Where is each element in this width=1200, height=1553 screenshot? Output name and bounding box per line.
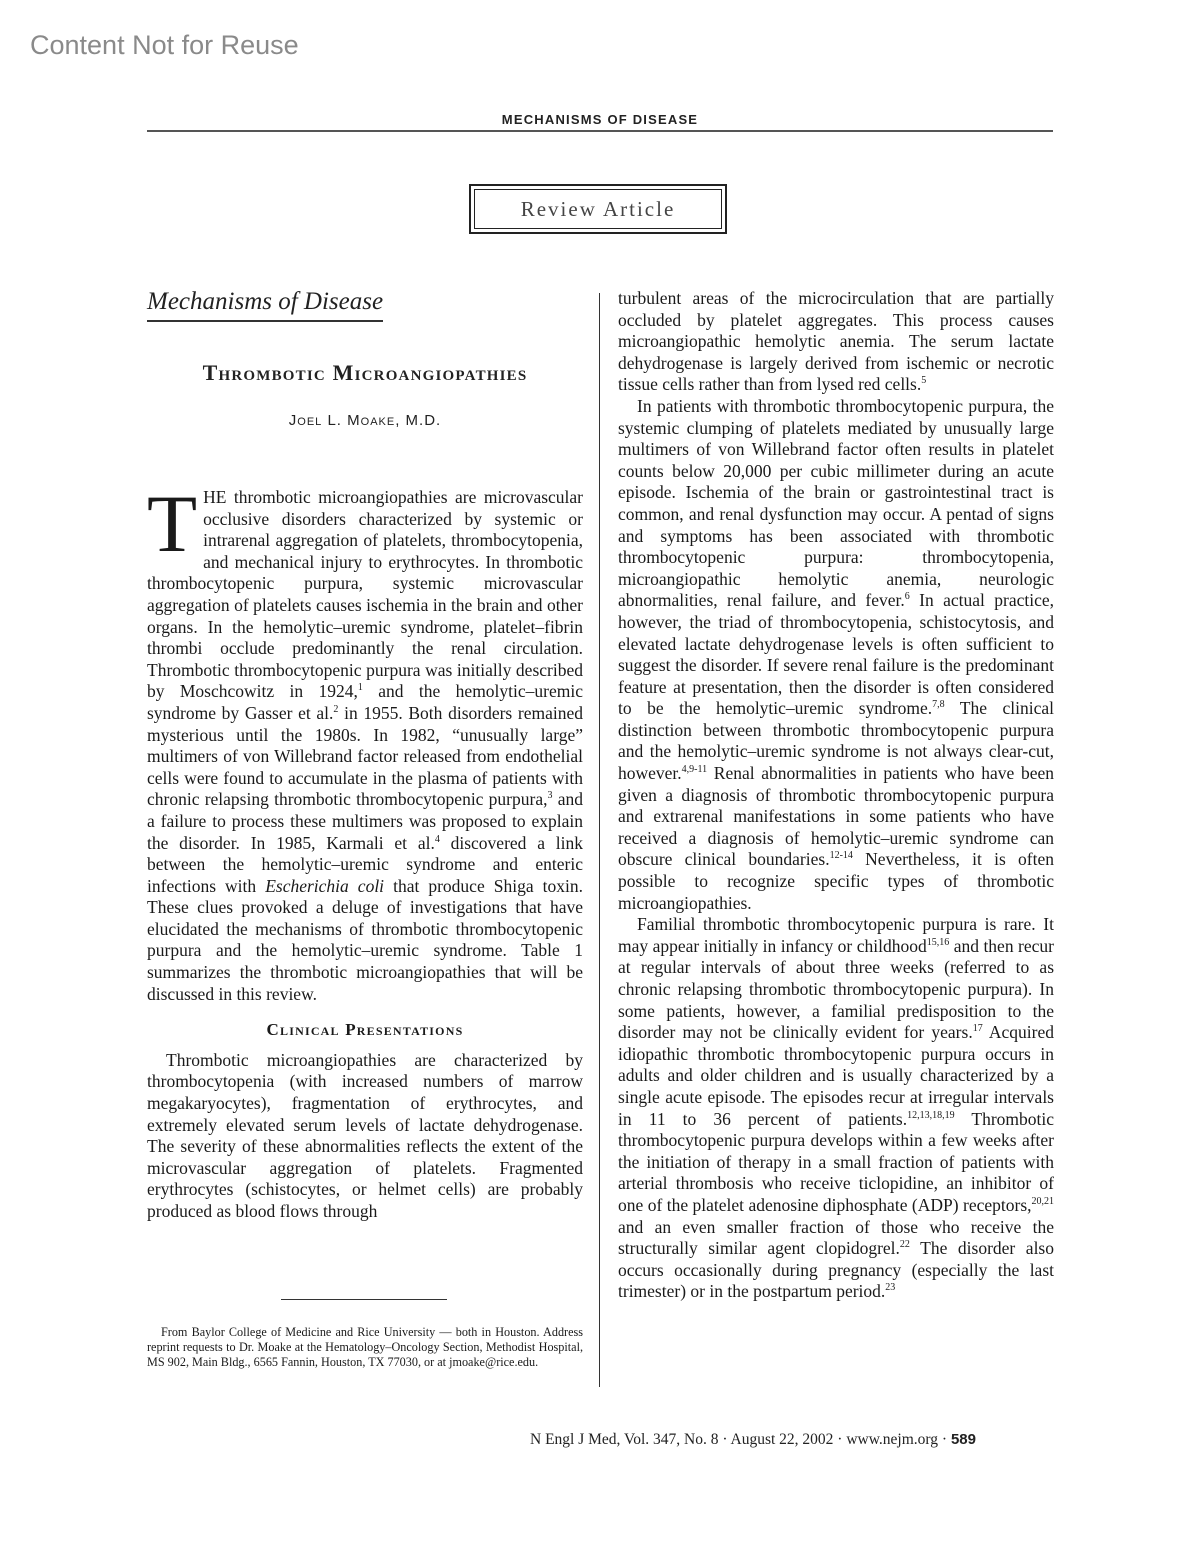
section-label: Mechanisms of Disease <box>147 288 383 322</box>
reference-marker: 6 <box>904 591 910 603</box>
right-column <box>618 288 1054 1303</box>
intro-text: in 1955. Both disorders remained mysterious until the 1980s. In 1982, “unusually large” multimers of von Willebrand factor released from endothelial cells were found to accumulate in the plasma of patients with chronic relapsing thrombotic thrombocytopenic purpura, <box>147 702 584 810</box>
paragraph-text: The clinical distinction between thrombotic thrombocytopenic purpura and the hemolytic–uremic syndrome is not always clear-cut, however. <box>618 698 1054 784</box>
paragraph-text: Nevertheless, it is often possible to recognize specific types of thrombotic microangiopathies. <box>618 849 1054 913</box>
reference-marker: 23 <box>885 1282 896 1294</box>
body-paragraph <box>618 288 1054 396</box>
journal-citation: N Engl J Med, Vol. 347, No. 8 · August 22, 2002 · www.nejm.org · <box>530 1431 948 1448</box>
running-head: MECHANISMS OF DISEASE <box>501 112 699 127</box>
paragraph-text: and an even smaller fraction of those who receive the structurally similar agent clopidogrel. <box>618 1216 1054 1259</box>
reference-marker: 15,16 <box>926 936 950 948</box>
intro-text: that produce Shiga toxin. These clues provoked a deluge of investigations that have elucidated the mechanisms of thrombotic thrombocytopenic purpura and the hemolytic–uremic syndrome. Table 1 summarizes the thrombotic microangiopathies that will be discussed in this review. <box>147 875 583 1004</box>
drop-cap: T <box>147 478 198 569</box>
header-rule <box>147 130 1053 132</box>
reference-marker: 4 <box>434 833 440 845</box>
species-name: Escherichia coli <box>265 875 385 896</box>
intro-text: discovered a link between the hemolytic–uremic syndrome and enteric infections with <box>147 832 584 896</box>
reference-marker: 5 <box>921 375 927 387</box>
reference-marker: 2 <box>333 704 339 716</box>
paragraph-text: In actual practice, however, the triad of thrombocytopenia, schistocytosis, and elevated lactate dehydrogenase levels is often sufficient to suggest the disorder. If severe renal failure is the predominant feature at presentation, then the disorder is often considered to be the hemolytic–uremic syndrome. <box>618 590 1054 719</box>
intro-text: and the hemolytic–uremic syndrome by Gasser et al. <box>147 681 583 723</box>
reference-marker: 3 <box>547 790 553 802</box>
left-column <box>147 478 584 1223</box>
reference-marker: 1 <box>357 682 363 694</box>
reference-marker: 7,8 <box>932 699 945 711</box>
body-paragraph <box>618 396 1054 914</box>
footnote-rule <box>281 1299 447 1300</box>
paragraph-text: and then recur at regular intervals of about three weeks (referred to as chronic relapsing thrombotic thrombocytopenic purpura). In some patients, however, a familial predisposition to the disorder may not be clinically evident for years. <box>618 935 1054 1043</box>
paragraph-text: In patients with thrombotic thrombocytopenic purpura, the systemic clumping of platelets mediated by unusually large multimers of von Willebrand factor often results in platelet counts below 20,000 per cubic millimeter during an acute episode. Ischemia of the brain or gastrointestinal tract is common, and renal dysfunction may occur. A pentad of signs and symptoms has been associated with thrombotic thrombocytopenic purpura: thrombocytopenia, microangiopathic hemolytic anemia, neurologic abnormalities, renal failure, and fever. <box>618 395 1054 611</box>
intro-paragraph <box>147 478 584 1005</box>
paragraph-text: Thrombotic thrombocytopenic purpura develops within a few weeks after the initiation of therapy in a small fraction of patients with arterial thrombosis who receive ticlopidine, an inhibitor of one of the platelet adenosine diphosphate (ADP) receptors, <box>618 1108 1055 1215</box>
paragraph-text: Renal abnormalities in patients who have been given a diagnosis of thrombotic thrombocytopenic purpura and extrarenal manifestations in some patients who have received a diagnosis of hemolytic–uremic syndrome can obscure clinical boundaries. <box>618 763 1054 870</box>
paragraph-text: The disorder also occurs occasionally during pregnancy (especially the last trimester) or in the postpartum period. <box>618 1238 1054 1302</box>
paragraph-text: Acquired idiopathic thrombotic thrombocytopenic purpura occurs in adults and older children and is usually characterized by a single acute episode. The episodes recur at irregular intervals in 11 to 36 percent of patients. <box>618 1022 1054 1129</box>
paragraph-text: Familial thrombotic thrombocytopenic purpura is rare. It may appear initially in infancy or childhood <box>618 914 1054 956</box>
watermark: Content Not for Reuse <box>30 30 299 60</box>
intro-text: and a failure to process these multimers was proposed to explain the disorder. In 1985, Karmali et al. <box>147 789 583 853</box>
author-affiliation-footnote: From Baylor College of Medicine and Rice University — both in Houston. Address reprint requests to Dr. Moake at the Hematology–Oncology Section, Methodist Hospital, MS 902, Main Bldg., 6565 Fannin, Houston, TX 77030, or at jmoake@rice.edu. <box>147 1325 583 1369</box>
author-byline: Joel L. Moake, M.D. <box>288 412 442 429</box>
page-footer <box>530 1431 976 1449</box>
article-type-label: Review Article <box>474 189 722 229</box>
reference-marker: 20,21 <box>1031 1196 1054 1208</box>
body-paragraph <box>618 914 1054 1303</box>
section-heading: Clinical Presentations <box>266 1020 464 1040</box>
column-divider <box>599 293 600 1387</box>
intro-text: HE thrombotic microangiopathies are microvascular occlusive disorders characterized by systemic or intrarenal aggregation of platelets, thrombocytopenia, and mechanical injury to erythrocytes. In thrombotic thrombocytopenic purpura, systemic microvascular aggregation of platelets causes ischemia in the brain and other organs. In the hemolytic–uremic syndrome, platelet–fibrin thrombi occlude predominantly the renal circulation. Thrombotic thrombocytopenic purpura was initially described by Moschcowitz in 1924, <box>147 487 583 702</box>
article-type-badge <box>469 184 727 234</box>
page-number: 589 <box>950 1431 976 1448</box>
reference-marker: 12,13,18,19 <box>907 1109 955 1121</box>
reference-marker: 22 <box>899 1239 910 1251</box>
paragraph-text: turbulent areas of the microcirculation that are partially occluded by platelet aggregates. This process causes microangiopathic hemolytic anemia. The serum lactate dehydrogenase is largely derived from ischemic or necrotic tissue cells rather than from lysed red cells. <box>618 288 1054 395</box>
body-paragraph: Thrombotic microangiopathies are characterized by thrombocytopenia (with increased numbers of marrow megakaryocytes), fragmentation of erythrocytes, and extremely elevated serum levels of lactate dehydrogenase. The severity of these abnormalities reflects the extent of the microvascular aggregation of platelets. Fragmented erythrocytes (schistocytes, or helmet cells) are probably produced as blood flows through <box>147 1049 583 1221</box>
article-title: Thrombotic Microangiopathies <box>202 360 528 385</box>
reference-marker: 17 <box>972 1023 983 1035</box>
reference-marker: 4,9-11 <box>681 764 708 776</box>
reference-marker: 12-14 <box>829 850 853 862</box>
